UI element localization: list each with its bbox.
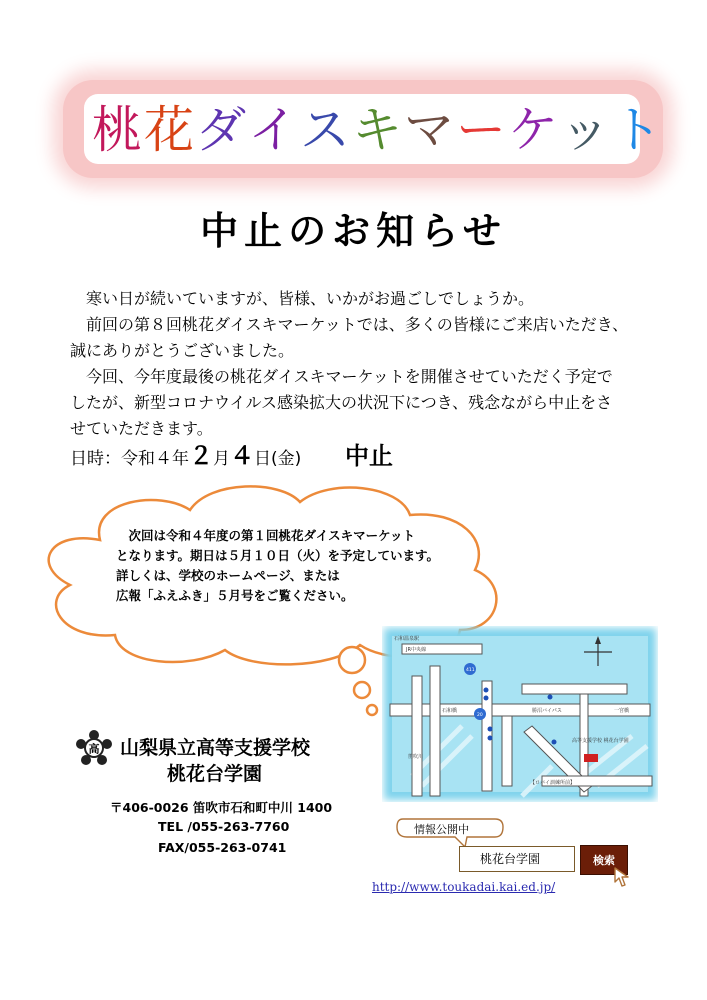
cancel-status: 中止 — [345, 442, 393, 470]
map-label-river: 笛吹川 — [408, 754, 424, 760]
banner-title-char: ッ — [560, 101, 612, 159]
banner-title-char: ー — [456, 101, 508, 159]
access-map — [382, 626, 658, 802]
banner-title-char: イ — [248, 101, 300, 159]
banner-title-char: 花 — [144, 101, 196, 159]
cloud-text-line-3: 詳しくは、学校のホームページ、または — [116, 568, 340, 583]
body-paragraph-3-line-1: 今回、今年度最後の桃花ダイスキマーケットを開催させていただく予定で — [70, 367, 613, 386]
cloud-text-line-1: 次回は令和４年度の第１回桃花ダイスキマーケット — [116, 528, 416, 543]
school-name-line-2: 桃花台学園 — [167, 763, 263, 785]
body-paragraph-1: 寒い日が続いていますが、皆様、いかがお過ごしでしょうか。 — [70, 289, 535, 308]
body-paragraph-3-line-3: せていただきます。 — [70, 419, 213, 438]
map-label-cyber: 【ロバイ訓練所前】 — [530, 780, 576, 786]
pointer-cursor-icon — [610, 866, 632, 890]
map-label-route-20: 20 — [477, 713, 483, 718]
info-label-text: 情報公開中 — [414, 823, 469, 836]
date-label: 日時：令和４年 — [70, 449, 189, 469]
map-label-cross-1: 石和橋 — [442, 708, 458, 714]
body-paragraph-2-line-1: 前回の第８回桃花ダイスキマーケットでは、多くの皆様にご来店いただき、 — [70, 315, 629, 334]
event-date — [70, 436, 301, 471]
banner-title-char: ケ — [508, 101, 560, 159]
banner-title-char: ス — [300, 101, 352, 159]
cloud-text-line-2: となります。期日は５月１０日（火）を予定しています。 — [116, 548, 440, 563]
school-name-line-1: 山梨県立高等支援学校 — [120, 737, 311, 759]
date-month-unit: 月 — [213, 449, 230, 469]
thought-cloud-bubbles — [330, 640, 390, 720]
map-label-bypass: 勝沼バイパス — [532, 708, 562, 714]
school-emblem-icon — [76, 730, 112, 766]
map-label-station: 石和温泉駅 — [394, 636, 420, 642]
school-tel: TEL /055-263-7760 — [158, 819, 290, 834]
cloud-text-line-4: 広報「ふえふき」５月号をご覧ください。 — [116, 588, 354, 603]
search-input[interactable]: 桃花台学園 — [459, 846, 575, 872]
school-fax: FAX/055-263-0741 — [158, 840, 287, 855]
school-address: 〒406-0026 笛吹市石和町中川 1400 — [110, 800, 333, 815]
banner-title-char: キ — [352, 101, 404, 159]
date-month: ２ — [189, 442, 213, 470]
map-label-route-411: 411 — [466, 668, 475, 673]
search-button[interactable]: 検索 — [580, 845, 628, 875]
banner-title-char: マ — [404, 101, 456, 159]
map-label-jr: JR中央線 — [406, 647, 426, 653]
date-day-unit: 日(金) — [254, 449, 302, 469]
body-paragraph-3-line-2: したが、新型コロナウイルス感染拡大の状況下につき、残念ながら中止をさ — [70, 393, 613, 412]
map-label-school: 高等支援学校 桃花台学園 — [572, 738, 629, 744]
banner-title-char: ダ — [196, 101, 248, 159]
website-link[interactable]: http://www.toukadai.kai.ed.jp/ — [372, 880, 556, 894]
page-title: 中止のお知らせ — [200, 209, 507, 253]
body-paragraph-2-line-2: 誠にありがとうございました。 — [70, 341, 295, 360]
banner-title-char: 桃 — [92, 101, 144, 159]
banner-title-char: ト — [612, 101, 664, 159]
banner-title — [92, 98, 664, 162]
date-day: ４ — [230, 442, 254, 470]
map-label-cross-2: 一宮橋 — [614, 708, 630, 714]
emblem-char: 高 — [88, 742, 100, 756]
